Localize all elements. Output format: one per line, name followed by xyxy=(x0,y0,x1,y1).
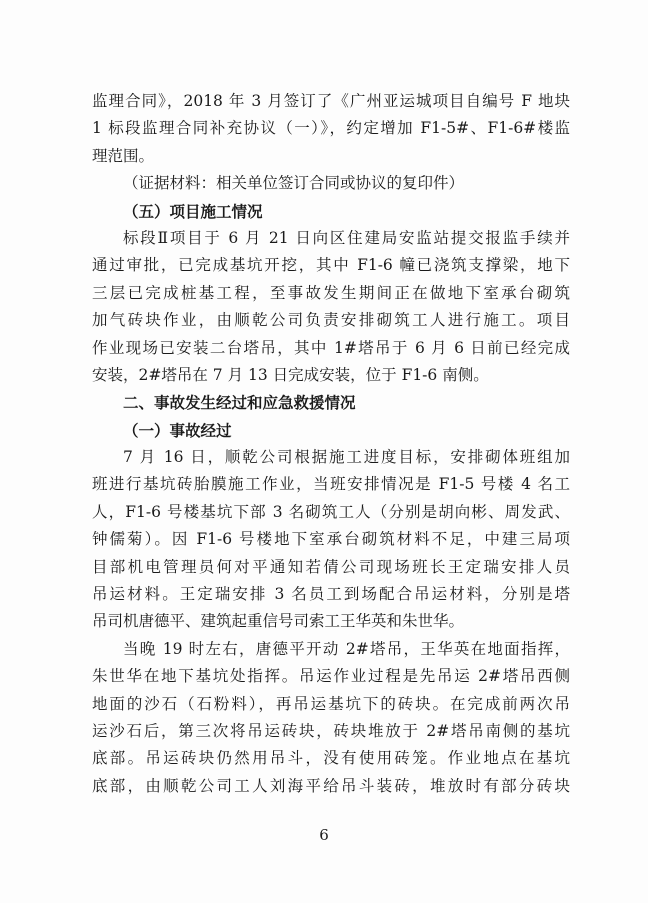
chapter-heading: 二、事故发生经过和应急救援情况 xyxy=(123,393,356,413)
page-number: 6 xyxy=(319,826,329,844)
text-line: 地面的沙石（石粉料），再吊运基坑下的砖块。在完成前两次吊 xyxy=(92,694,570,713)
text-line: 1 标段监理合同补充协议（一）》，约定增加 F1-5#、F1-6#楼监 xyxy=(92,119,570,138)
text-line: 标段Ⅱ项目于 6 月 21 日向区住建局安监站提交报监手续并 xyxy=(123,228,570,247)
text-line: 理范围。 xyxy=(92,146,155,165)
text-line: 吊司机唐德平、建筑起重信号司索工王华英和朱世华。 xyxy=(92,612,465,631)
text-line: 作业现场已安装二台塔吊，其中 1#塔吊于 6 月 6 日前已经完成 xyxy=(92,338,570,357)
text-line: 当晚 19 时左右，唐德平开动 2#塔吊，王华英在地面指挥， xyxy=(123,639,570,658)
text-line: 通过审批，已完成基坑开挖，其中 F1-6 幢已浇筑支撑梁，地下 xyxy=(92,256,570,275)
text-line: 目部机电管理员何对平通知若倩公司现场班长王定瑞安排人员 xyxy=(92,557,570,576)
text-line: 三层已完成桩基工程，至事故发生期间正在做地下室承台砌筑 xyxy=(92,283,570,302)
text-line: 钟儒菊）。因 F1-6 号楼地下室承台砌筑材料不足，中建三局项 xyxy=(92,530,570,549)
body-text xyxy=(92,88,570,800)
section-heading: （一）事故经过 xyxy=(123,420,232,440)
text-line: 运沙石后，第三次将吊运砖块，砖块堆放于 2#塔吊南侧的基坑 xyxy=(92,721,570,740)
text-line: 底部。吊运砖块仍然用吊斗，没有使用砖笼。作业地点在基坑 xyxy=(92,749,570,768)
text-line: 7 月 16 日，顺乾公司根据施工进度目标，安排砌体班组加 xyxy=(123,448,570,467)
text-line: 班进行基坑砖胎膜施工作业，当班安排情况是 F1-5 号楼 4 名工 xyxy=(92,475,570,494)
text-line: 人，F1-6 号楼基坑下部 3 名砌筑工人（分别是胡向彬、周发武、 xyxy=(92,502,570,521)
text-line: 吊运材料。王定瑞安排 3 名员工到场配合吊运材料，分别是塔 xyxy=(92,585,570,604)
text-line: 朱世华在地下基坑处指挥。吊运作业过程是先吊运 2#塔吊西侧 xyxy=(92,667,570,686)
text-line: 安装，2#塔吊在 7 月 13 日完成安装，位于 F1-6 南侧。 xyxy=(92,365,489,384)
section-heading: （五）项目施工情况 xyxy=(123,201,263,221)
evidence-note: （证据材料：相关单位签订合同或协议的复印件） xyxy=(123,174,465,193)
text-line: 底部，由顺乾公司工人刘海平给吊斗装砖，堆放时有部分砖块 xyxy=(92,776,570,795)
text-line: 加气砖块作业，由顺乾公司负责安排砌筑工人进行施工。项目 xyxy=(92,311,570,330)
text-line: 监理合同》，2018 年 3 月签订了《广州亚运城项目自编号 F 地块 xyxy=(92,92,570,110)
